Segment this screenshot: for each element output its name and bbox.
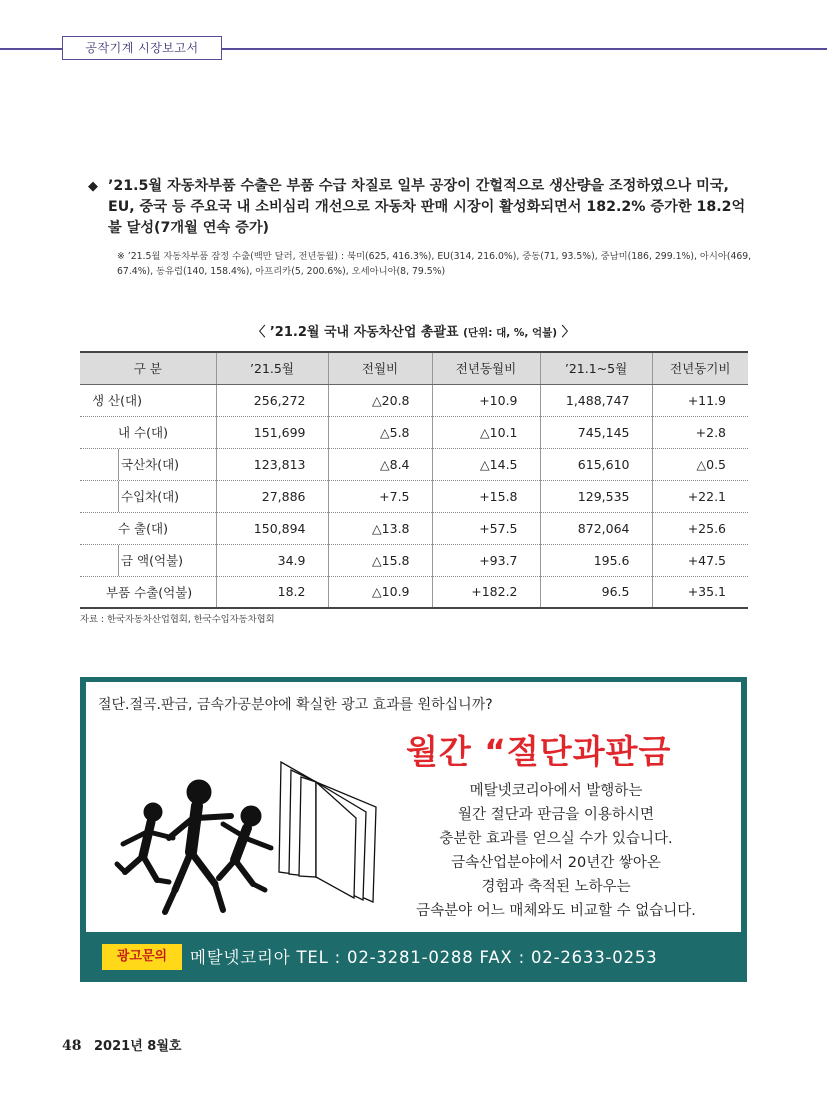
diamond-bullet-icon: ◆	[88, 179, 98, 194]
cell: △10.1	[432, 416, 540, 448]
cell: +15.8	[432, 480, 540, 512]
table-unit: (단위: 대, %, 억불)	[463, 327, 558, 339]
row-label: 수 출(대)	[80, 512, 216, 544]
cell: 27,886	[216, 480, 328, 512]
advertisement	[80, 677, 747, 982]
table-source: 자료 : 한국자동차산업협회, 한국수입자동차협회	[80, 614, 275, 625]
auto-industry-table	[80, 351, 748, 609]
table-row	[80, 480, 748, 512]
cell: 123,813	[216, 448, 328, 480]
row-label-cell	[80, 448, 216, 480]
ad-contact: 메탈넷코리아 TEL : 02-3281-0288 FAX : 02-2633-0253	[190, 948, 658, 967]
cell: +57.5	[432, 512, 540, 544]
cell: +35.1	[652, 576, 748, 608]
cell: 872,064	[540, 512, 652, 544]
cell: △14.5	[432, 448, 540, 480]
row-label-cell	[80, 480, 216, 512]
table-row	[80, 384, 748, 416]
ad-body-line: 금속분야 어느 매체와도 비교할 수 없습니다.	[416, 903, 696, 919]
page-footer	[62, 1035, 181, 1054]
header-cell: ’21.5월	[216, 352, 328, 384]
row-label: 수입차(대)	[118, 481, 179, 512]
cell: 34.9	[216, 544, 328, 576]
ad-body-line: 충분한 효과를 얻으실 수가 있습니다.	[439, 831, 673, 847]
cell: △10.9	[328, 576, 432, 608]
cell: +182.2	[432, 576, 540, 608]
ad-title: 월간 “절단과판금	[406, 732, 672, 771]
row-label: 부품 수출(억불)	[80, 576, 216, 608]
cell: △13.8	[328, 512, 432, 544]
table-title	[0, 321, 827, 340]
table-title-text: 〈 ’21.2월 국내 자동차산업 총괄표	[252, 325, 459, 340]
row-label-cell	[80, 544, 216, 576]
table-row	[80, 448, 748, 480]
table-row	[80, 544, 748, 576]
cell: +2.8	[652, 416, 748, 448]
cell: 129,535	[540, 480, 652, 512]
header-cell: 전년동월비	[432, 352, 540, 384]
ad-body	[386, 779, 726, 923]
ad-body-line: 메탈넷코리아에서 발행하는	[469, 783, 643, 799]
cell: +22.1	[652, 480, 748, 512]
ad-body-line: 경험과 축적된 노하우는	[481, 879, 631, 895]
bullet-text: ’21.5월 자동차부품 수출은 부품 수급 차질로 일부 공장이 간헐적으로 생산량을 조정하였으나 미국, EU, 중국 등 주요국 내 소비심리 개선으로 자동차 판매 시장이 활성화되면서 182.2% 증가한 18.2억불 달성(7개월 연속 증가)	[108, 178, 746, 236]
cell: 745,145	[540, 416, 652, 448]
table-row	[80, 576, 748, 608]
row-label: 내 수(대)	[80, 416, 216, 448]
row-label: 생 산(대)	[80, 384, 216, 416]
row-label: 금 액(억불)	[118, 545, 183, 576]
cell: 18.2	[216, 576, 328, 608]
issue-label: 2021년 8월호	[94, 1039, 182, 1054]
header-cell: 전월비	[328, 352, 432, 384]
ad-inquiry-badge: 광고문의	[102, 944, 182, 970]
cell: △20.8	[328, 384, 432, 416]
cell: +25.6	[652, 512, 748, 544]
ad-body-line: 월간 절단과 판금을 이용하시면	[458, 807, 654, 823]
running-figures-book-illustration	[111, 752, 381, 927]
header-cell: 전년동기비	[652, 352, 748, 384]
header-title: 공작기계 시장보고서	[62, 36, 222, 60]
table-header-row	[80, 352, 748, 384]
cell: 96.5	[540, 576, 652, 608]
ad-body-line: 금속산업분야에서 20년간 쌓아온	[451, 855, 661, 871]
cell: 256,272	[216, 384, 328, 416]
cell: △8.4	[328, 448, 432, 480]
cell: 151,699	[216, 416, 328, 448]
cell: +11.9	[652, 384, 748, 416]
cell: △0.5	[652, 448, 748, 480]
cell: △5.8	[328, 416, 432, 448]
page-number: 48	[62, 1038, 82, 1054]
cell: 150,894	[216, 512, 328, 544]
table-row	[80, 512, 748, 544]
cell: 1,488,747	[540, 384, 652, 416]
cell: +47.5	[652, 544, 748, 576]
header-cell: ’21.1~5월	[540, 352, 652, 384]
export-note: ※ ’21.5월 자동차부품 잠정 수출(백만 달러, 전년동월) : 북미(625, 416.3%), EU(314, 216.0%), 중동(71, 93.5%), 중남미(186, 299.1%), 아시아(469, 67.4%), 동유럽(140, 158.4%), 아프리카(5, 200.6%), 오세아니아(8, 79.5%)	[117, 251, 752, 277]
cell: 195.6	[540, 544, 652, 576]
row-label: 국산차(대)	[118, 449, 179, 480]
cell: 615,610	[540, 448, 652, 480]
table-row	[80, 416, 748, 448]
cell: +93.7	[432, 544, 540, 576]
cell: +10.9	[432, 384, 540, 416]
bullet-paragraph	[88, 176, 748, 239]
cell: △15.8	[328, 544, 432, 576]
ad-panel	[86, 682, 741, 932]
header-cell: 구 분	[80, 352, 216, 384]
table-title-close: 〉	[561, 325, 575, 340]
cell: +7.5	[328, 480, 432, 512]
ad-question: 절단.절곡.판금, 금속가공분야에 확실한 광고 효과를 원하십니까?	[98, 697, 493, 713]
